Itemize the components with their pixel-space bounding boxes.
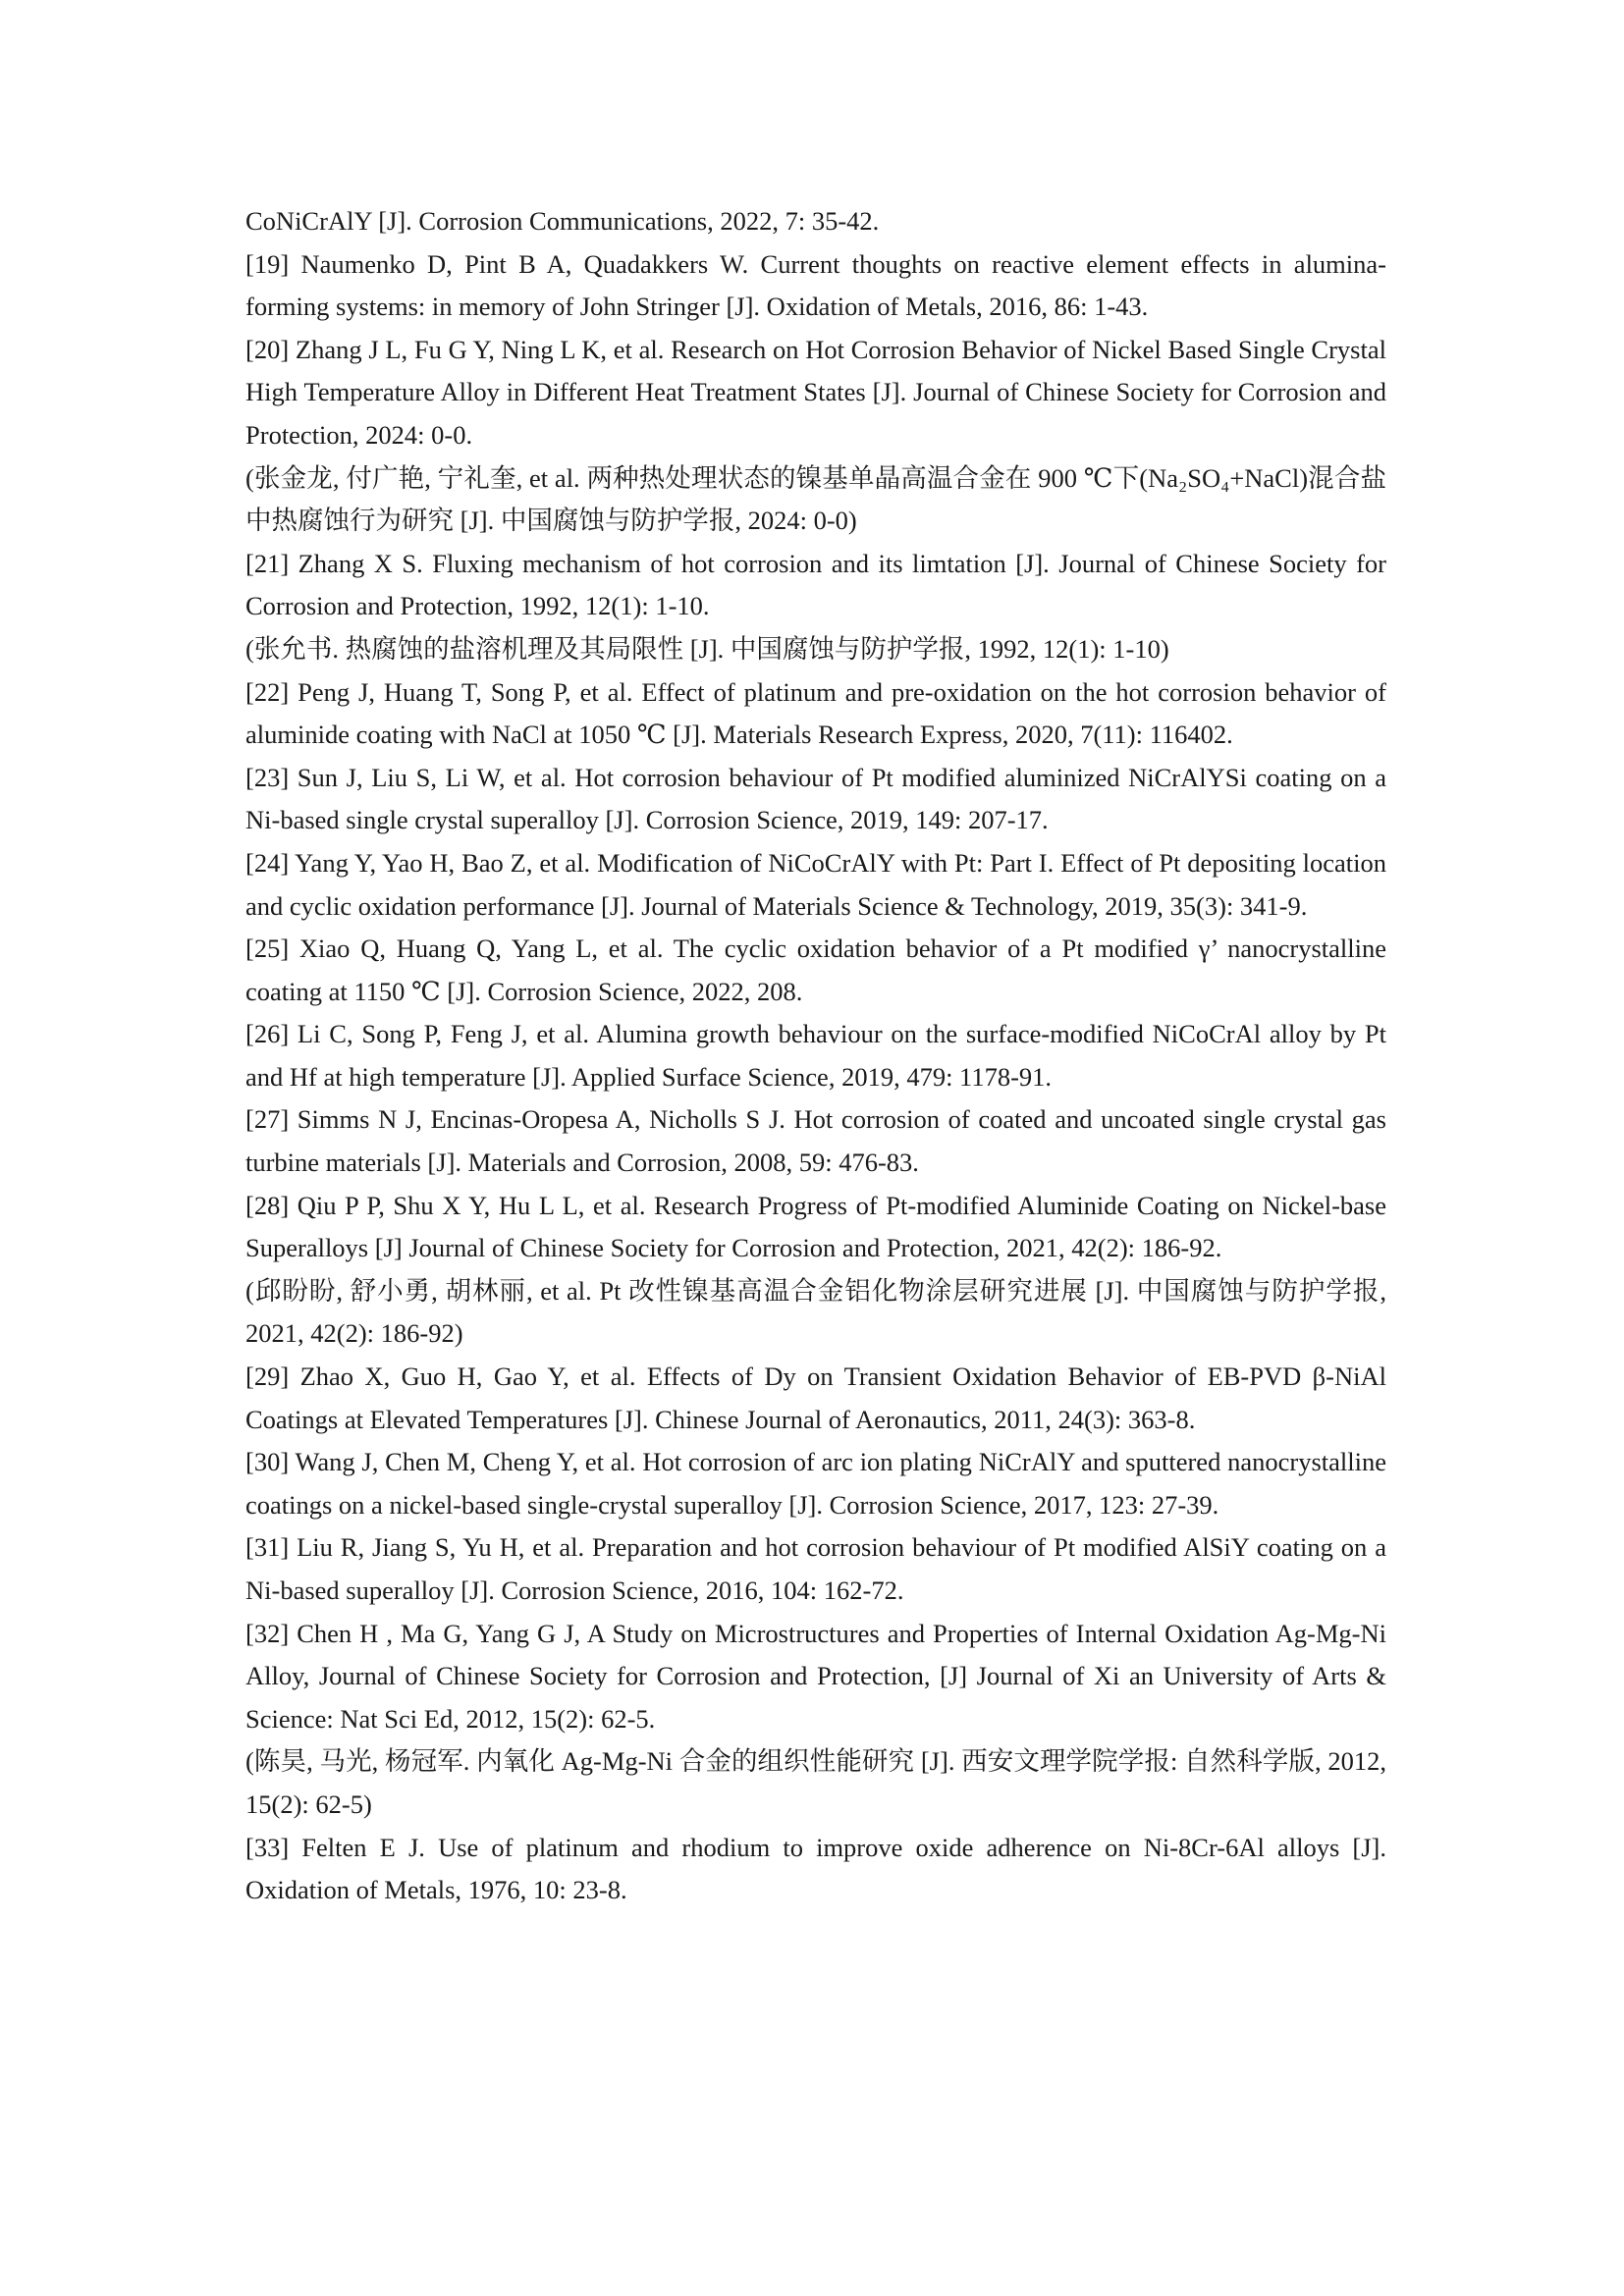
reference-item-20-chinese: (张金龙, 付广艳, 宁礼奎, et al. 两种热处理状态的镍基单晶高温合金在 900 ℃下(Na₂SO₄+NaCl)混合盐中热腐蚀行为研究 [J]. 中国腐蚀与防护学报, 2024: 0-0) [245, 462, 1386, 536]
reference-item-26: [26] Li C, Song P, Feng J, et al. Alumina growth behaviour on the surface-modified NiCoCrAl alloy by Pt and Hf at high temperature [J]. Applied Surface Science, 2019, 479: 1178-91. [245, 1019, 1386, 1092]
reference-item-28-chinese: (邱盼盼, 舒小勇, 胡林丽, et al. Pt 改性镍基高温合金铝化物涂层研究进展 [J]. 中国腐蚀与防护学报, 2021, 42(2): 186-92) [245, 1275, 1386, 1349]
reference-item-21-chinese: (张允书. 热腐蚀的盐溶机理及其局限性 [J]. 中国腐蚀与防护学报, 1992, 12(1): 1-10) [245, 633, 1169, 664]
reference-item-32-chinese: (陈昊, 马光, 杨冠军. 内氧化 Ag-Mg-Ni 合金的组织性能研究 [J]. 西安文理学院学报: 自然科学版, 2012, 15(2): 62-5) [245, 1746, 1386, 1819]
reference-item-21: [21] Zhang X S. Fluxing mechanism of hot corrosion and its limtation [J]. Journal of Chinese Society for Corrosion and Protection, 1992, 12(1): 1-10. [245, 548, 1386, 621]
reference-item-23: [23] Sun J, Liu S, Li W, et al. Hot corrosion behaviour of Pt modified aluminized NiCrAlYSi coating on a Ni-based single crystal superalloy [J]. Corrosion Science, 2019, 149: 207-17. [245, 762, 1386, 835]
reference-list [245, 200, 1386, 1912]
reference-item-31: [31] Liu R, Jiang S, Yu H, et al. Preparation and hot corrosion behaviour of Pt modified AlSiY coating on a Ni-based superalloy [J]. Corrosion Science, 2016, 104: 162-72. [245, 1532, 1386, 1605]
reference-item-27: [27] Simms N J, Encinas-Oropesa A, Nicholls S J. Hot corrosion of coated and uncoated single crystal gas turbine materials [J]. Materials and Corrosion, 2008, 59: 476-83. [245, 1104, 1386, 1178]
reference-item-19: [19] Naumenko D, Pint B A, Quadakkers W. Current thoughts on reactive element effects in alumina-forming systems: in memory of John Stringer [J]. Oxidation of Metals, 2016, 86: 1-43. [245, 248, 1386, 322]
reference-item-30: [30] Wang J, Chen M, Cheng Y, et al. Hot corrosion of arc ion plating NiCrAlY and sputtered nanocrystalline coatings on a nickel-based single-crystal superalloy [J]. Corrosion Science, 2017, 123: 27-39. [245, 1447, 1386, 1520]
reference-item-24: [24] Yang Y, Yao H, Bao Z, et al. Modification of NiCoCrAlY with Pt: Part I. Effect of Pt depositing location and cyclic oxidation performance [J]. Journal of Materials Science & Technology, 2019, 35(3): 341-9. [245, 847, 1386, 921]
reference-item-32: [32] Chen H , Ma G, Yang G J, A Study on Microstructures and Properties of Internal Oxidation Ag-Mg-Ni Alloy, Journal of Chinese Society for Corrosion and Protection, [J] Journal of Xi an University of Arts & Science: Nat Sci Ed, 2012, 15(2): 62-5. [245, 1618, 1386, 1734]
reference-item-22: [22] Peng J, Huang T, Song P, et al. Effect of platinum and pre-oxidation on the hot corrosion behavior of aluminide coating with NaCl at 1050 ℃ [J]. Materials Research Express, 2020, 7(11): 116402. [245, 676, 1386, 750]
reference-item-29: [29] Zhao X, Guo H, Gao Y, et al. Effects of Dy on Transient Oxidation Behavior of EB-PVD β-NiAl Coatings at Elevated Temperatures [J]. Chinese Journal of Aeronautics, 2011, 24(3): 363-8. [245, 1362, 1386, 1434]
reference-item-33: [33] Felten E J. Use of platinum and rhodium to improve oxide adherence on Ni-8Cr-6Al alloys [J]. Oxidation of Metals, 1976, 10: 23-8. [245, 1832, 1386, 1905]
reference-item-18-continuation: CoNiCrAlY [J]. Corrosion Communications, 2022, 7: 35-42. [245, 206, 880, 236]
reference-item-25: [25] Xiao Q, Huang Q, Yang L, et al. The cyclic oxidation behavior of a Pt modified γ’ nanocrystalline coating at 1150 ℃ [J]. Corrosion Science, 2022, 208. [245, 934, 1386, 1006]
reference-item-20: [20] Zhang J L, Fu G Y, Ning L K, et al. Research on Hot Corrosion Behavior of Nickel Based Single Crystal High Temperature Alloy in Different Heat Treatment States [J]. Journal of Chinese Society for Corrosion and Protection, 2024: 0-0. [245, 334, 1386, 450]
reference-item-28: [28] Qiu P P, Shu X Y, Hu L L, et al. Research Progress of Pt-modified Aluminide Coating on Nickel-base Superalloys [J] Journal of Chinese Society for Corrosion and Protection, 2021, 42(2): 186-92. [245, 1190, 1386, 1263]
